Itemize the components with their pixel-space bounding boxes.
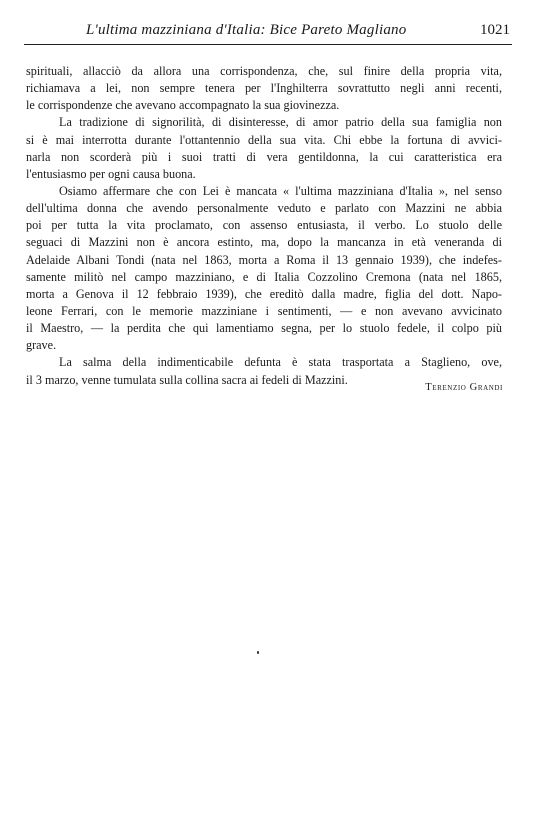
text-line: La tradizione di signorilità, di disinteresse, di amor patrio della sua famiglia non	[59, 115, 502, 130]
text-line: l'entusiasmo per ogni causa buona.	[26, 166, 196, 181]
text-line: le corrispondenze che avevano accompagnato la sua giovinezza.	[26, 98, 340, 113]
text-line: richiamava a lei, non sempre tenera per l'Inghilterra sovrattutto negli anni recenti,	[26, 81, 502, 96]
text-line: poi per tutta la vita proclamato, con assenso entusiasta, il verbo. Lo stuolo delle	[26, 218, 502, 233]
text-line: morta a Genova il 12 febbraio 1939), che ereditò dalla madre, figlia del dott. Napo-	[26, 286, 502, 301]
text-line: dell'ultima donna che avendo personalmente veduto e parlato con Mazzini ne abbia	[26, 201, 502, 216]
text-line: il 3 marzo, venne tumulata sulla collina sacra ai fedeli di Mazzini.	[26, 372, 348, 387]
page-number: 1021	[480, 22, 510, 38]
text-line: il Maestro, — la perdita che qui lamentiamo segna, per lo stuolo fedele, il colpo più	[26, 321, 502, 336]
running-title: L'ultima mazziniana d'Italia: Bice Pareto Magliano	[86, 22, 407, 38]
text-line: spirituali, allacciò da allora una corrispondenza, che, sul finire della propria vita,	[26, 64, 502, 78]
author-signature: Terenzio Grandi	[425, 382, 503, 393]
running-header	[24, 20, 512, 45]
text-line: leone Ferrari, con le memorie mazziniane i sentimenti, — e non avevano avvicinato	[26, 303, 502, 318]
text-line: La salma della indimenticabile defunta è stata trasportata a Staglieno, ove,	[59, 355, 502, 370]
article-body	[26, 63, 502, 389]
text-line: grave.	[26, 338, 57, 353]
print-speck	[257, 651, 259, 654]
text-line: si è mai interrotta durante l'ottantennio della sua vita. Chi ebbe la fortuna di avvici-	[26, 132, 502, 147]
text-line: Osiamo affermare che con Lei è mancata « l'ultima mazziniana d'Italia », nel senso	[59, 183, 502, 198]
text-line: seguaci di Mazzini non è ancora estinto, ma, dopo la mancanza in età veneranda di	[26, 235, 502, 250]
text-line: narla non scorderà più i suoi tratti di vera gentildonna, la cui caratteristica era	[26, 149, 502, 164]
text-line: samente militò nel campo mazziniano, e di Italia Cozzolino Cremona (nata nel 1865,	[26, 269, 502, 284]
text-line: Adelaide Albani Tondi (nata nel 1863, morta a Roma il 13 gennaio 1939), che indefes-	[26, 252, 502, 267]
